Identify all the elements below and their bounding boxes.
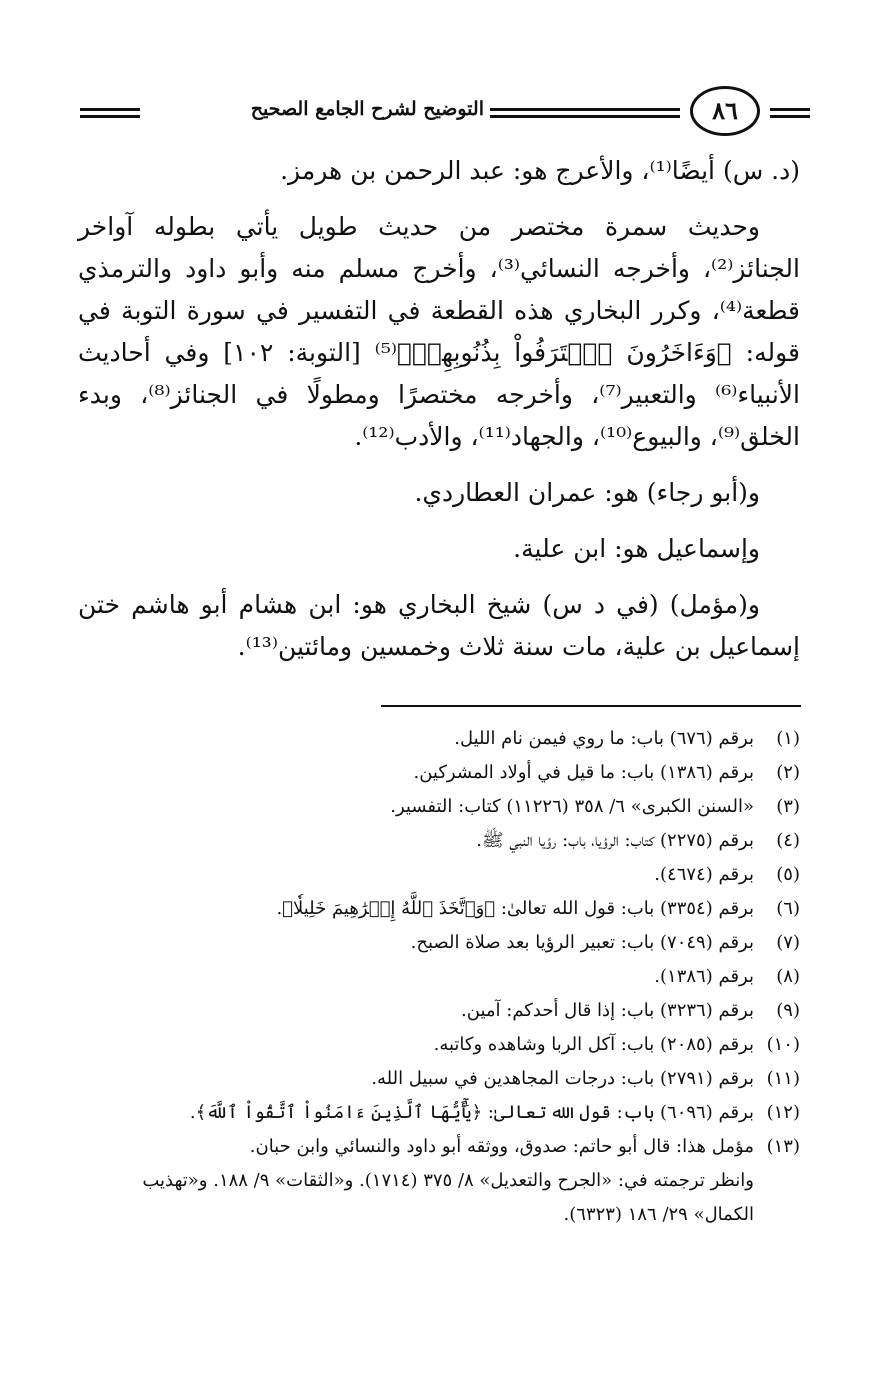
header-rule-right-bottom: [770, 115, 810, 118]
footnote-3: [78, 790, 800, 824]
footnote-text: برقم (١٣٨٦) باب: ما قيل في أولاد المشركين.: [413, 762, 754, 783]
footnote-number: (٨): [776, 966, 800, 987]
running-header-title: التوضيح لشرح الجامع الصحيح: [245, 98, 490, 120]
footnote-text: برقم (٢٢٧٥) كتاب: الرؤيا، باب: رؤيا النبي ﷺ.: [476, 830, 754, 851]
footnote-1: [78, 722, 800, 756]
footnote-2: [78, 756, 800, 790]
footnote-number: (٢): [776, 762, 800, 783]
footnote-text: برقم (٢٠٨٥) باب: آكل الربا وشاهده وكاتبه.: [433, 1034, 754, 1055]
paragraph-4: وإسماعيل هو: ابن علية.: [513, 534, 760, 563]
footnote-text: برقم (٢٧٩١) باب: درجات المجاهدين في سبيل الله.: [371, 1068, 754, 1089]
footnote-6: [78, 892, 800, 926]
paragraph-5: و(مؤمل) (في د س) شيخ البخاري هو: ابن هشام أبو هاشم ختن إسماعيل بن علية، مات سنة ثلاث وخمسين ومائتين⁽¹³⁾.: [78, 590, 800, 661]
footnote-number: (١٠): [766, 1034, 800, 1055]
footnote-number: (٣): [776, 796, 800, 817]
footnote-5: [78, 858, 800, 892]
main-text: [78, 150, 800, 682]
header-rule-left-bottom: [80, 115, 140, 118]
footnote-12: [78, 1096, 800, 1130]
footnote-text: برقم (٤٦٧٤).: [654, 864, 754, 885]
footnote-divider: [381, 705, 801, 707]
footnote-number: (٦): [776, 898, 800, 919]
paragraph-2: وحديث سمرة مختصر من حديث طويل يأتي بطوله آواخر الجنائز⁽²⁾، وأخرجه النسائي⁽³⁾، وأخرج مسلم منه وأبو داود والترمذي قطعة⁽⁴⁾، وكرر البخاري هذه القطعة في التفسير في سورة التوبة في قوله: ﴿وَءَاخَرُونَ ٱعۡتَرَفُواْ بِذُنُوبِهِمۡ﴾⁽⁵⁾ [التوبة: ١٠٢] وفي أحاديث الأنبياء⁽⁶⁾ والتعبير⁽⁷⁾، وأخرجه مختصرًا ومطولًا في الجنائز⁽⁸⁾، وبدء الخلق⁽⁹⁾، والبيوع⁽¹⁰⁾، والجهاد⁽¹¹⁾، والأدب⁽¹²⁾.: [78, 212, 800, 451]
footnote-text: برقم (٣٣٥٤) باب: قول الله تعالىٰ: ﴿وَٱتَّخَذَ ٱللَّهُ إِبۡرَٰهِيمَ خَلِيلٗا﴾.: [276, 898, 754, 919]
footnote-text: برقم (٦٠٩٦) باب: قول الله تعالىٰ: ﴿يَٰٓأَيُّهَا ٱلَّذِينَ ءَامَنُواْ ٱتَّقُواْ ٱللَّهَ﴾.: [189, 1102, 754, 1123]
footnote-number: (١): [776, 728, 800, 749]
footnote-13-continuation: وانظر ترجمته في: «الجرح والتعديل» ٨/ ٣٧٥ (١٧١٤). و«الثقات» ٩/ ١٨٨. و«تهذيب الكمال» ٢٩/ ١٨٦ (٦٣٢٣).: [142, 1170, 754, 1225]
footnote-text: «السنن الكبرى» ٦/ ٣٥٨ (١١٢٢٦) كتاب: التفسير.: [390, 796, 754, 817]
footnote-9: [78, 994, 800, 1028]
footnote-11: [78, 1062, 800, 1096]
footnote-text: برقم (١٣٨٦).: [654, 966, 754, 987]
footnote-10: [78, 1028, 800, 1062]
header-rule-left-top: [80, 108, 140, 111]
footnote-4: [78, 824, 800, 858]
page-header: [70, 80, 810, 140]
header-rule-right: [770, 108, 810, 111]
footnote-13: [78, 1130, 800, 1164]
footnote-number: (٩): [776, 1000, 800, 1021]
footnote-8: [78, 960, 800, 994]
footnote-number: (٤): [776, 830, 800, 851]
footnote-text: مؤمل هذا: قال أبو حاتم: صدوق، ووثقه أبو داود والنسائي وابن حبان.: [249, 1136, 754, 1157]
footnote-text: برقم (٦٧٦) باب: ما روي فيمن نام الليل.: [454, 728, 754, 749]
footnote-7: [78, 926, 800, 960]
footnote-number: (١١): [766, 1068, 800, 1089]
footnote-number: (١٢): [766, 1102, 800, 1123]
footnote-text: برقم (٣٢٣٦) باب: إذا قال أحدكم: آمين.: [461, 1000, 754, 1021]
page-number: ٨٦: [690, 86, 760, 136]
footnote-number: (٥): [776, 864, 800, 885]
footnote-number: (١٣): [766, 1136, 800, 1157]
paragraph-3: و(أبو رجاء) هو: عمران العطاردي.: [414, 478, 760, 507]
paragraph-1: (د. س) أيضًا⁽¹⁾، والأعرج هو: عبد الرحمن بن هرمز.: [280, 156, 800, 185]
footnote-text: برقم (٧٠٤٩) باب: تعبير الرؤيا بعد صلاة الصبح.: [410, 932, 754, 953]
footnote-number: (٧): [776, 932, 800, 953]
footnotes: [78, 722, 800, 1232]
